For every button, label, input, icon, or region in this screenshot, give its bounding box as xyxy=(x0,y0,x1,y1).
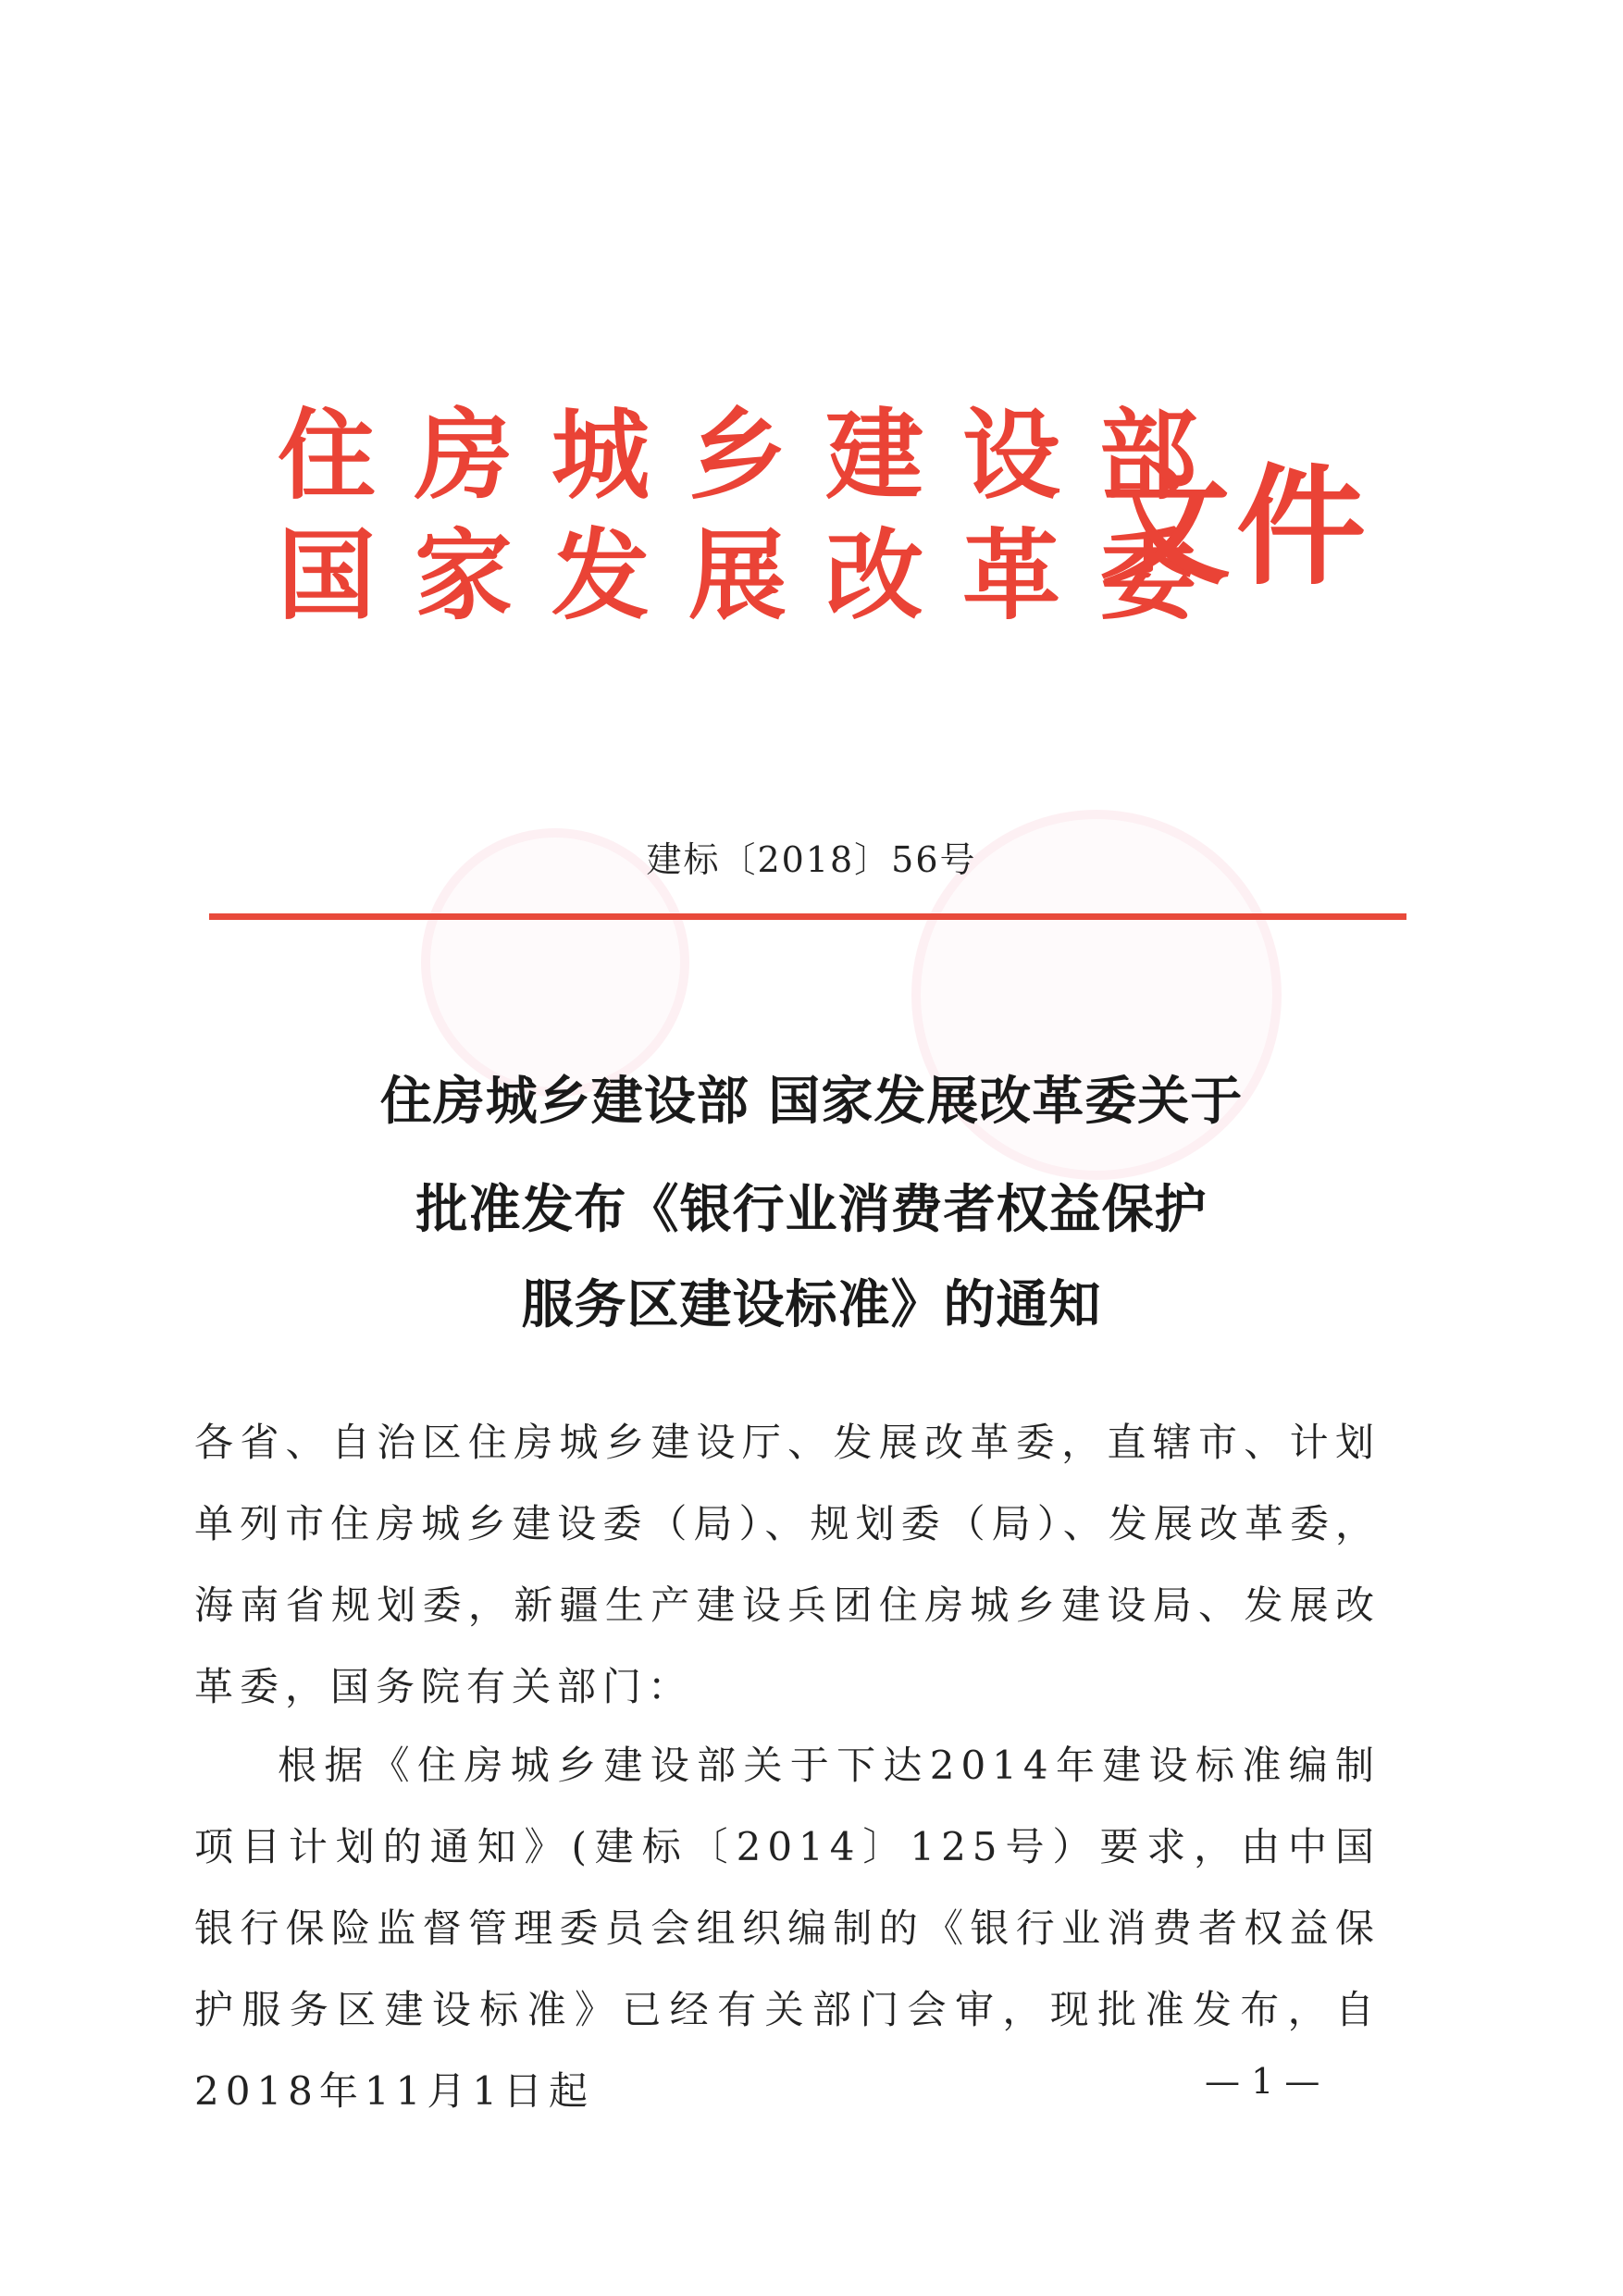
document-type-label: 文件 xyxy=(1101,452,1372,603)
title-line-1: 住房城乡建设部 国家发展改革委关于 xyxy=(379,1071,1244,1132)
title-line-3: 服务区建设标准》的通知 xyxy=(521,1274,1102,1335)
body-paragraph: 根据《住房城乡建设部关于下达2014年建设标准编制项目计划的通知》(建标〔2014〕125号）要求，由中国银行保险监督管理委员会组织编制的《银行业消费者权益保护服务区建设标准》已经有关部门会审，现批准发布，自2018年11月1日起 xyxy=(194,1743,1381,2114)
letterhead xyxy=(278,393,1372,634)
issuer-ministry-housing: 住房城乡建设部 xyxy=(278,397,1236,513)
red-separator-line xyxy=(209,913,1406,920)
page-number: — 1 — xyxy=(1205,2061,1320,2102)
addressees-paragraph: 各省、自治区住房城乡建设厅、发展改革委，直辖市、计划单列市住房城乡建设委（局）、规划委（局）、发展改革委，海南省规划委，新疆生产建设兵团住房城乡建设局、发展改革委，国务院有关部门： xyxy=(194,1420,1381,1709)
issuer-ndrc: 国家发展改革委 xyxy=(278,517,1236,633)
document-number: 建标〔2018〕56号 xyxy=(646,839,977,880)
title-line-2: 批准发布《银行业消费者权益保护 xyxy=(415,1179,1208,1240)
